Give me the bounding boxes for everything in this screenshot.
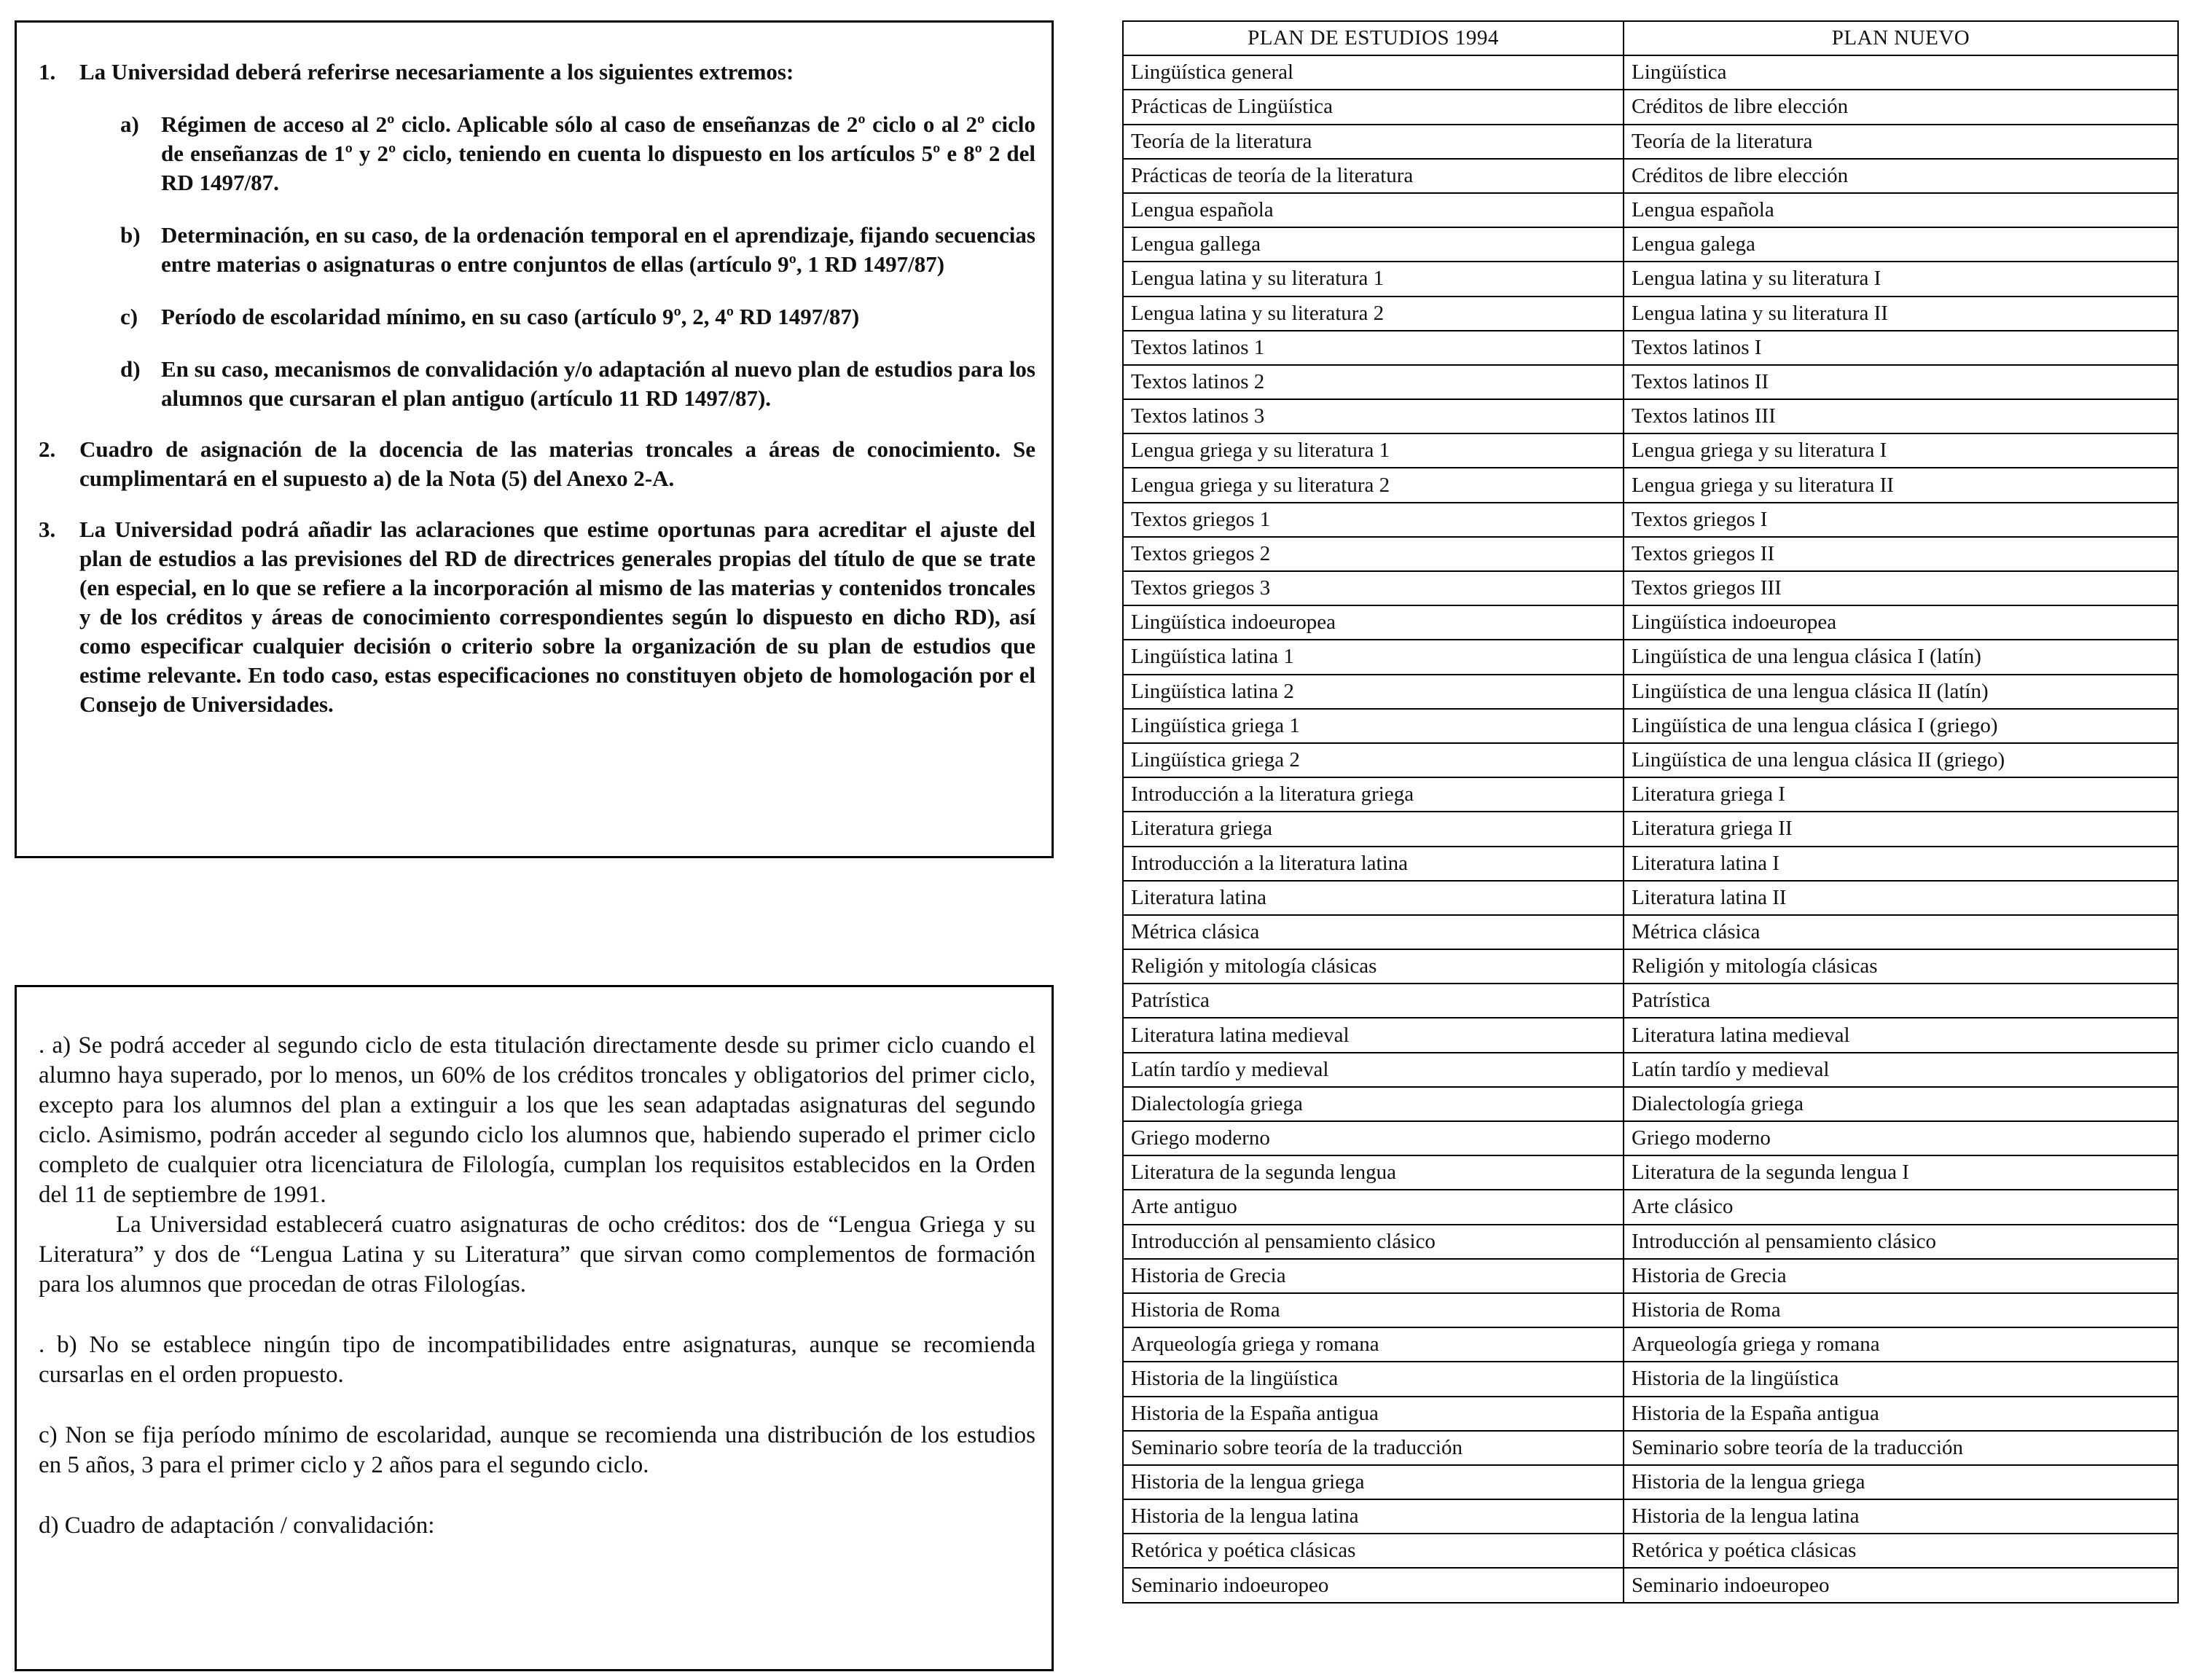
new-plan-cell: Arqueología griega y romana (1624, 1327, 2178, 1362)
new-plan-cell: Lengua latina y su literatura II (1624, 297, 2178, 331)
new-plan-cell: Lengua griega y su literatura I (1624, 433, 2178, 468)
new-plan-cell: Griego moderno (1624, 1121, 2178, 1155)
table-row (1123, 90, 2178, 124)
item-number: 1. (39, 59, 56, 85)
table-row (1123, 640, 2178, 674)
new-plan-cell: Literatura griega I (1624, 777, 2178, 812)
old-plan-cell: Lengua latina y su literatura 1 (1123, 262, 1624, 296)
answer-c: c) Non se fija período mínimo de escolaridad, aunque se recomienda una distribución de los estudios en 5 años, 3 para el primer ciclo y 2 años para el segundo ciclo. (39, 1422, 1035, 1478)
instruction-subitem-c (120, 302, 1035, 331)
new-plan-cell: Historia de la España antigua (1624, 1397, 2178, 1431)
table-row (1123, 125, 2178, 159)
instruction-item-3 (39, 515, 1035, 719)
new-plan-cell: Literatura latina II (1624, 881, 2178, 915)
item-text: La Universidad podrá añadir las aclaraciones que estime oportunas para acreditar el ajuste del plan de estudios a las previsiones del RD de directrices generales propias del título de que se trate (en especial, en lo que se refiere a la incorporación al mismo de las materias y contenidos troncales y de los créditos y áreas de conocimiento correspondientes según lo dispuesto en dicho RD), así como especificar cualquier decisión o criterio sobre la organización de su plan de estudios que estime relevante. En todo caso, estas especificaciones no constituyen objeto de homologación por el Consejo de Universidades. (79, 517, 1035, 717)
old-plan-cell: Literatura latina (1123, 881, 1624, 915)
subitem-letter: a) (120, 111, 139, 137)
old-plan-cell: Latín tardío y medieval (1123, 1053, 1624, 1087)
old-plan-cell: Lengua griega y su literatura 2 (1123, 468, 1624, 502)
new-plan-cell: Seminario indoeuropeo (1624, 1568, 2178, 1602)
table-row (1123, 331, 2178, 365)
old-plan-cell: Retórica y poética clásicas (1123, 1534, 1624, 1568)
new-plan-cell: Literatura latina medieval (1624, 1018, 2178, 1052)
old-plan-cell: Métrica clásica (1123, 915, 1624, 949)
old-plan-cell: Textos latinos 3 (1123, 399, 1624, 433)
table-row (1123, 537, 2178, 571)
table-row (1123, 159, 2178, 193)
table-row (1123, 433, 2178, 468)
new-plan-cell: Créditos de libre elección (1624, 159, 2178, 193)
instruction-item-2 (39, 435, 1035, 493)
new-plan-cell: Textos griegos II (1624, 537, 2178, 571)
answer-b: . b) No se establece ningún tipo de incompatibilidades entre asignaturas, aunque se recomienda cursarlas en el orden propuesto. (39, 1332, 1035, 1388)
table-row (1123, 984, 2178, 1018)
instruction-subitem-d (120, 355, 1035, 413)
table-row (1123, 1190, 2178, 1224)
new-plan-cell: Textos latinos III (1624, 399, 2178, 433)
instruction-subitem-b (120, 221, 1035, 279)
table-row (1123, 777, 2178, 812)
table-row (1123, 297, 2178, 331)
new-plan-cell: Lingüística de una lengua clásica II (griego) (1624, 743, 2178, 777)
new-plan-cell: Introducción al pensamiento clásico (1624, 1225, 2178, 1259)
subitem-letter: c) (120, 304, 138, 329)
old-plan-cell: Literatura de la segunda lengua (1123, 1155, 1624, 1190)
subitem-letter: d) (120, 356, 141, 382)
table-row (1123, 709, 2178, 743)
instruction-item-1 (39, 58, 1035, 413)
new-plan-cell: Historia de la lingüística (1624, 1362, 2178, 1396)
item-text: Cuadro de asignación de la docencia de las materias troncales a áreas de conocimiento. Se cumplimentará en el supuesto a) de la Nota (5) del Anexo 2-A. (79, 436, 1035, 491)
old-plan-cell: Seminario sobre teoría de la traducción (1123, 1431, 1624, 1465)
new-plan-cell: Latín tardío y medieval (1624, 1053, 2178, 1087)
new-plan-cell: Lengua española (1624, 193, 2178, 227)
new-plan-cell: Dialectología griega (1624, 1087, 2178, 1121)
new-plan-cell: Lengua galega (1624, 227, 2178, 262)
new-plan-cell: Textos latinos II (1624, 365, 2178, 399)
table-row (1123, 1397, 2178, 1431)
old-plan-cell: Prácticas de Lingüística (1123, 90, 1624, 124)
subitem-text: Determinación, en su caso, de la ordenación temporal en el aprendizaje, fijando secuencias entre materias o asignaturas o entre conjuntos de ellas (artículo 9º, 1 RD 1497/87) (161, 222, 1035, 277)
header-new-plan: PLAN NUEVO (1624, 21, 2178, 55)
old-plan-cell: Lingüística griega 1 (1123, 709, 1624, 743)
old-plan-cell: Textos latinos 2 (1123, 365, 1624, 399)
table-row (1123, 743, 2178, 777)
item-number: 2. (39, 436, 56, 462)
table-row (1123, 1155, 2178, 1190)
old-plan-cell: Historia de la lengua griega (1123, 1465, 1624, 1499)
table-row (1123, 1534, 2178, 1568)
table-row (1123, 1225, 2178, 1259)
table-body (1123, 55, 2178, 1602)
old-plan-cell: Introducción al pensamiento clásico (1123, 1225, 1624, 1259)
old-plan-cell: Historia de la España antigua (1123, 1397, 1624, 1431)
table-row (1123, 227, 2178, 262)
table-row (1123, 1053, 2178, 1087)
old-plan-cell: Historia de la lingüística (1123, 1362, 1624, 1396)
old-plan-cell: Literatura latina medieval (1123, 1018, 1624, 1052)
old-plan-cell: Lengua latina y su literatura 2 (1123, 297, 1624, 331)
subitem-text: Régimen de acceso al 2º ciclo. Aplicable sólo al caso de enseñanzas de 2º ciclo o al 2º ciclo de enseñanzas de 1º y 2º ciclo, teniendo en cuenta lo dispuesto en los artículos 5º e 8º 2 del RD 1497/87. (161, 111, 1035, 195)
new-plan-cell: Historia de la lengua griega (1624, 1465, 2178, 1499)
answer-a: . a) Se podrá acceder al segundo ciclo de esta titulación directamente desde su primer ciclo cuando el alumno haya superado, por lo menos, un 60% de los créditos troncales y obligatorios del primer ciclo, excepto para los alumnos del plan a extinguir a los que les sean adaptadas asignaturas del segundo ciclo. Asimismo, podrán acceder al segundo ciclo los alumnos que, habiendo superado el primer ciclo completo de cualquier otra licenciatura de Filología, cumplan los requisitos establecidos en la Orden del 11 de septiembre de 1991. (39, 1032, 1035, 1208)
old-plan-cell: Arte antiguo (1123, 1190, 1624, 1224)
table-row (1123, 915, 2178, 949)
new-plan-cell: Religión y mitología clásicas (1624, 949, 2178, 984)
old-plan-cell: Lengua gallega (1123, 227, 1624, 262)
old-plan-cell: Lingüística latina 2 (1123, 675, 1624, 709)
answer-d: d) Cuadro de adaptación / convalidación: (39, 1512, 435, 1539)
old-plan-cell: Prácticas de teoría de la literatura (1123, 159, 1624, 193)
old-plan-cell: Literatura griega (1123, 812, 1624, 846)
table-row (1123, 1018, 2178, 1052)
table-row (1123, 262, 2178, 296)
table-row (1123, 1259, 2178, 1293)
old-plan-cell: Lengua española (1123, 193, 1624, 227)
table-row (1123, 1362, 2178, 1396)
table-row (1123, 1121, 2178, 1155)
table-row (1123, 55, 2178, 90)
new-plan-cell: Lengua latina y su literatura I (1624, 262, 2178, 296)
new-plan-cell: Métrica clásica (1624, 915, 2178, 949)
new-plan-cell: Patrística (1624, 984, 2178, 1018)
new-plan-cell: Literatura griega II (1624, 812, 2178, 846)
adaptation-table (1122, 20, 2179, 1604)
subitem-text: En su caso, mecanismos de convalidación y/o adaptación al nuevo plan de estudios para los alumnos que cursaran el plan antiguo (artículo 11 RD 1497/87). (161, 356, 1035, 411)
table-row (1123, 503, 2178, 537)
new-plan-cell: Teoría de la literatura (1624, 125, 2178, 159)
answers-box (15, 985, 1054, 1671)
old-plan-cell: Lingüística latina 1 (1123, 640, 1624, 674)
old-plan-cell: Textos latinos 1 (1123, 331, 1624, 365)
table-row (1123, 881, 2178, 915)
new-plan-cell: Lingüística (1624, 55, 2178, 90)
answer-a-continuation: La Universidad establecerá cuatro asignaturas de ocho créditos: dos de “Lengua Griega y su Literatura” y dos de “Lengua Latina y su Literatura” que sirvan como complementos de formación para los alumnos que procedan de otras Filologías. (39, 1212, 1035, 1298)
new-plan-cell: Historia de la lengua latina (1624, 1499, 2178, 1534)
table-row (1123, 605, 2178, 640)
new-plan-cell: Literatura latina I (1624, 847, 2178, 881)
new-plan-cell: Historia de Grecia (1624, 1259, 2178, 1293)
table-row (1123, 1465, 2178, 1499)
new-plan-cell: Lengua griega y su literatura II (1624, 468, 2178, 502)
new-plan-cell: Lingüística de una lengua clásica II (latín) (1624, 675, 2178, 709)
table-row (1123, 1499, 2178, 1534)
old-plan-cell: Introducción a la literatura griega (1123, 777, 1624, 812)
old-plan-cell: Introducción a la literatura latina (1123, 847, 1624, 881)
old-plan-cell: Textos griegos 2 (1123, 537, 1624, 571)
old-plan-cell: Lengua griega y su literatura 1 (1123, 433, 1624, 468)
table-row (1123, 1087, 2178, 1121)
table-row (1123, 571, 2178, 605)
old-plan-cell: Lingüística indoeuropea (1123, 605, 1624, 640)
item-text: La Universidad deberá referirse necesariamente a los siguientes extremos: (79, 59, 794, 85)
old-plan-cell: Teoría de la literatura (1123, 125, 1624, 159)
old-plan-cell: Seminario indoeuropeo (1123, 1568, 1624, 1602)
instruction-subitem-a (120, 110, 1035, 197)
old-plan-cell: Textos griegos 3 (1123, 571, 1624, 605)
subitem-text: Período de escolaridad mínimo, en su caso (artículo 9º, 2, 4º RD 1497/87) (161, 304, 860, 329)
new-plan-cell: Historia de Roma (1624, 1293, 2178, 1327)
table-row (1123, 675, 2178, 709)
new-plan-cell: Textos latinos I (1624, 331, 2178, 365)
table-row (1123, 1568, 2178, 1602)
old-plan-cell: Textos griegos 1 (1123, 503, 1624, 537)
table-row (1123, 847, 2178, 881)
subitem-letter: b) (120, 222, 141, 248)
table-row (1123, 399, 2178, 433)
new-plan-cell: Lingüística de una lengua clásica I (griego) (1624, 709, 2178, 743)
table-row (1123, 1293, 2178, 1327)
old-plan-cell: Patrística (1123, 984, 1624, 1018)
table-row (1123, 193, 2178, 227)
old-plan-cell: Arqueología griega y romana (1123, 1327, 1624, 1362)
table-row (1123, 468, 2178, 502)
new-plan-cell: Seminario sobre teoría de la traducción (1624, 1431, 2178, 1465)
table-row (1123, 1431, 2178, 1465)
new-plan-cell: Arte clásico (1624, 1190, 2178, 1224)
item-number: 3. (39, 517, 56, 542)
new-plan-cell: Textos griegos III (1624, 571, 2178, 605)
table-header-row (1123, 21, 2178, 55)
old-plan-cell: Lingüística griega 2 (1123, 743, 1624, 777)
old-plan-cell: Dialectología griega (1123, 1087, 1624, 1121)
new-plan-cell: Literatura de la segunda lengua I (1624, 1155, 2178, 1190)
instructions-box (15, 20, 1054, 858)
new-plan-cell: Textos griegos I (1624, 503, 2178, 537)
old-plan-cell: Lingüística general (1123, 55, 1624, 90)
new-plan-cell: Créditos de libre elección (1624, 90, 2178, 124)
old-plan-cell: Historia de la lengua latina (1123, 1499, 1624, 1534)
old-plan-cell: Religión y mitología clásicas (1123, 949, 1624, 984)
table-row (1123, 1327, 2178, 1362)
header-old-plan: PLAN DE ESTUDIOS 1994 (1123, 21, 1624, 55)
new-plan-cell: Lingüística de una lengua clásica I (latín) (1624, 640, 2178, 674)
old-plan-cell: Historia de Grecia (1123, 1259, 1624, 1293)
new-plan-cell: Lingüística indoeuropea (1624, 605, 2178, 640)
old-plan-cell: Griego moderno (1123, 1121, 1624, 1155)
old-plan-cell: Historia de Roma (1123, 1293, 1624, 1327)
table-row (1123, 365, 2178, 399)
new-plan-cell: Retórica y poética clásicas (1624, 1534, 2178, 1568)
table-row (1123, 812, 2178, 846)
table-row (1123, 949, 2178, 984)
